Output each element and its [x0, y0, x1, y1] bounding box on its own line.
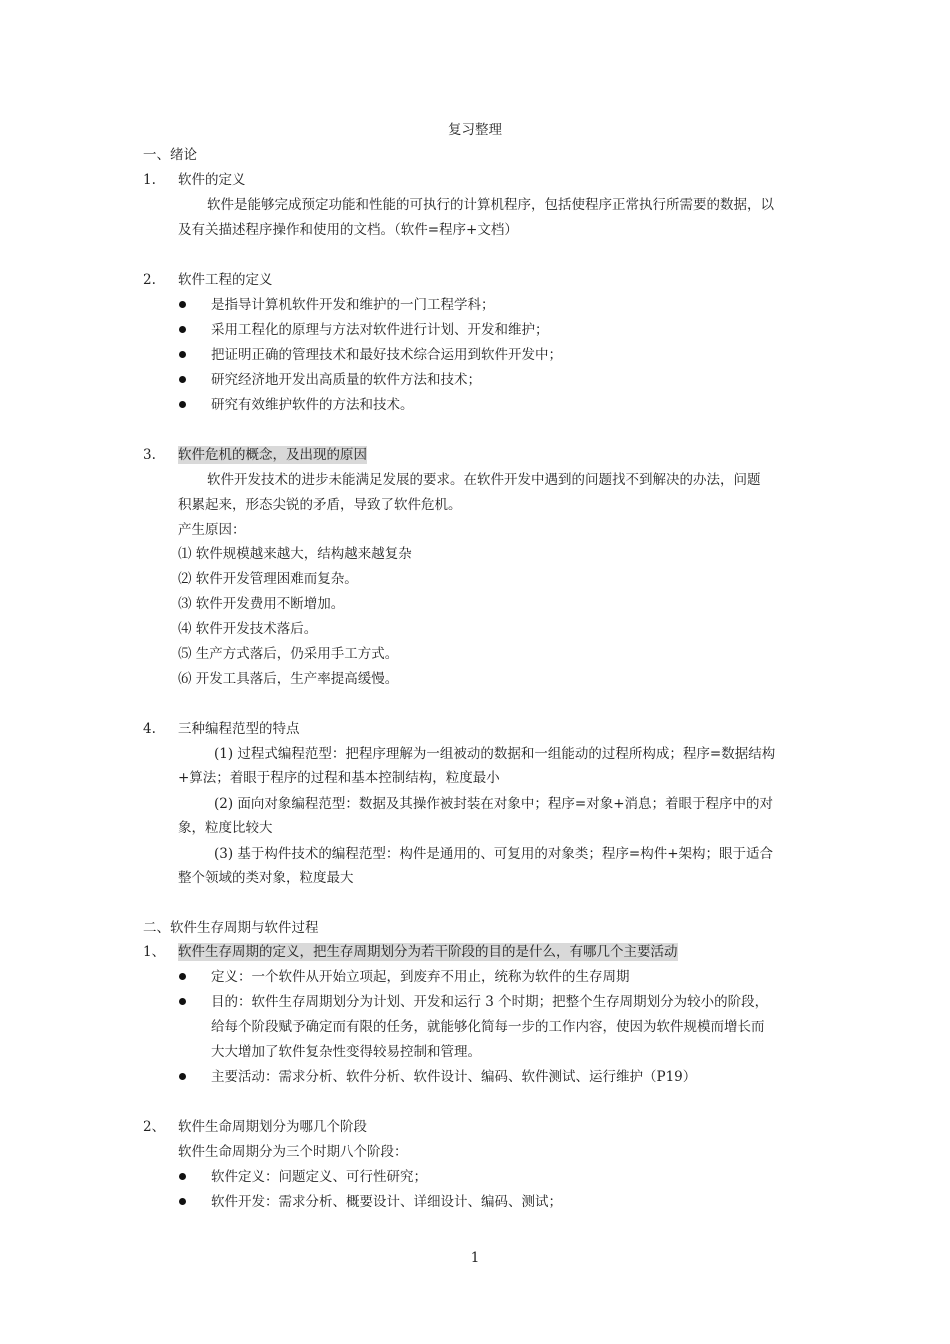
- page-title: 复习整理: [448, 122, 502, 138]
- bullet-icon: [179, 973, 186, 980]
- section-heading: 一、绪论: [143, 147, 197, 163]
- bullet-text: 定义：一个软件从开始立项起，到废弃不用止，统称为软件的生存周期: [211, 969, 630, 985]
- bullet-text: 采用工程化的原理与方法对软件进行计划、开发和维护；: [211, 322, 549, 338]
- item-title: 软件生命周期划分为哪几个阶段: [178, 1119, 367, 1135]
- bullet-icon: [179, 998, 186, 1005]
- bullet-text: 软件开发：需求分析、概要设计、详细设计、编码、测试；: [211, 1194, 562, 1210]
- item-title-highlighted: 软件生存周期的定义，把生存周期划分为若干阶段的目的是什么，有哪几个主要活动: [178, 944, 678, 960]
- bullet-text: 目的：软件生存周期划分为计划、开发和运行 3 个时期；把整个生存周期划分为较小的阶段，: [211, 994, 769, 1010]
- bullet-text: 把证明正确的管理技术和最好技术综合运用到软件开发中；: [211, 347, 562, 363]
- bullet-icon: [179, 1073, 186, 1080]
- item-title: 三种编程范型的特点: [178, 721, 300, 737]
- cause-item: ⑴ 软件规模越来越大，结构越来越复杂: [178, 546, 412, 562]
- paragraph-line: 软件生命周期分为三个时期八个阶段：: [178, 1144, 408, 1160]
- paragraph-line: 软件是能够完成预定功能和性能的可执行的计算机程序，包括使程序正常执行所需要的数据，以: [207, 197, 774, 213]
- item-number: 3.: [143, 447, 156, 463]
- bullet-icon: [179, 326, 186, 333]
- paragraph-line: (1) 过程式编程范型：把程序理解为一组被动的数据和一组能动的过程所构成；程序=数据结构: [214, 746, 776, 762]
- item-number: 2、: [143, 1119, 166, 1135]
- paragraph-line: (3) 基于构件技术的编程范型：构件是通用的、可复用的对象类；程序=构件+架构；眼于适合: [214, 846, 774, 862]
- cause-item: ⑷ 软件开发技术落后。: [178, 621, 318, 637]
- bullet-text: 研究有效维护软件的方法和技术。: [211, 397, 414, 413]
- paragraph-line: 象，粒度比较大: [178, 820, 273, 836]
- bullet-icon: [179, 376, 186, 383]
- cause-item: ⑶ 软件开发费用不断增加。: [178, 596, 345, 612]
- cause-item: ⑸ 生产方式落后，仍采用手工方式。: [178, 646, 399, 662]
- paragraph-line: 积累起来，形态尖锐的矛盾，导致了软件危机。: [178, 497, 462, 513]
- item-number: 1.: [143, 172, 156, 188]
- bullet-icon: [179, 301, 186, 308]
- paragraph-line: (2) 面向对象编程范型：数据及其操作被封装在对象中；程序=对象+消息；着眼于程序中的对: [214, 796, 774, 812]
- bullet-text: 大大增加了软件复杂性变得较易控制和管理。: [211, 1044, 481, 1060]
- item-number: 4.: [143, 721, 156, 737]
- causes-label: 产生原因：: [178, 522, 246, 538]
- bullet-icon: [179, 1173, 186, 1180]
- cause-item: ⑵ 软件开发管理困难而复杂。: [178, 571, 358, 587]
- bullet-text: 是指导计算机软件开发和维护的一门工程学科；: [211, 297, 495, 313]
- bullet-text: 主要活动：需求分析、软件分析、软件设计、编码、软件测试、运行维护（P19）: [211, 1069, 697, 1085]
- cause-item: ⑹ 开发工具落后，生产率提高缓慢。: [178, 671, 399, 687]
- bullet-icon: [179, 1198, 186, 1205]
- item-title: 软件的定义: [178, 172, 246, 188]
- bullet-text: 给每个阶段赋予确定而有限的任务，就能够化简每一步的工作内容，使因为软件规模而增长而: [211, 1019, 765, 1035]
- page-number: 1: [470, 1250, 480, 1266]
- bullet-text: 软件定义：问题定义、可行性研究；: [211, 1169, 427, 1185]
- item-title: 软件工程的定义: [178, 272, 273, 288]
- item-number: 2.: [143, 272, 156, 288]
- bullet-text: 研究经济地开发出高质量的软件方法和技术；: [211, 372, 481, 388]
- paragraph-line: +算法；着眼于程序的过程和基本控制结构，粒度最小: [178, 770, 500, 786]
- item-number: 1、: [143, 944, 166, 960]
- paragraph-line: 软件开发技术的进步未能满足发展的要求。在软件开发中遇到的问题找不到解决的办法，问题: [207, 472, 761, 488]
- item-title-highlighted: 软件危机的概念，及出现的原因: [178, 447, 367, 463]
- bullet-icon: [179, 351, 186, 358]
- paragraph-line: 及有关描述程序操作和使用的文档。（软件=程序+文档）: [178, 222, 518, 238]
- section-heading: 二、软件生存周期与软件过程: [143, 920, 319, 936]
- bullet-icon: [179, 401, 186, 408]
- paragraph-line: 整个领域的类对象，粒度最大: [178, 870, 354, 886]
